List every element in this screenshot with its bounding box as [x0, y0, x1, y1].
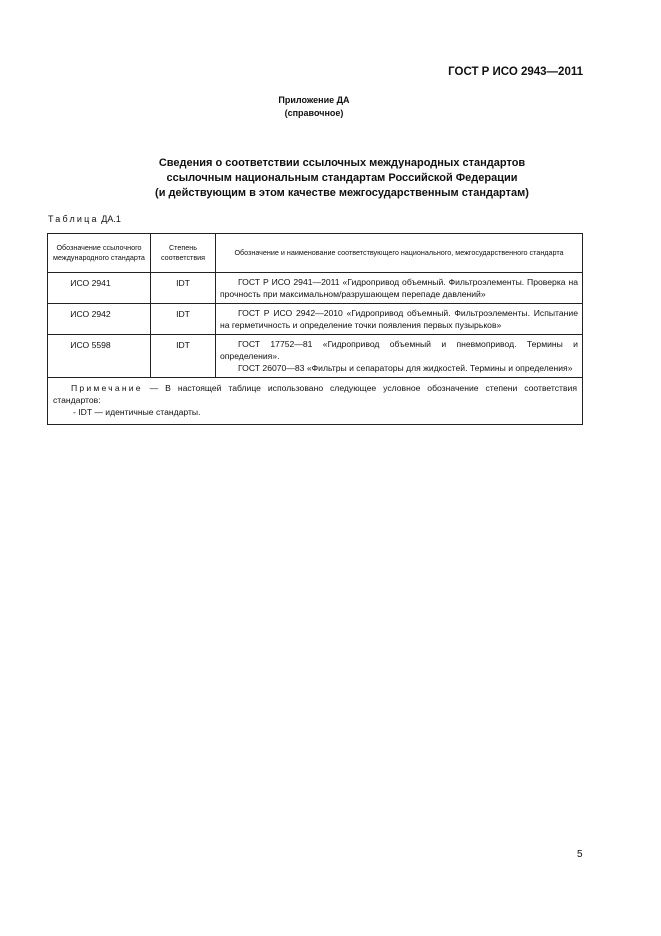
intl-standard-code: ИСО 2941	[48, 273, 151, 304]
national-standard-cell	[216, 304, 583, 335]
note-text: — В настоящей таблице использовано следующее условное обозначение степени соответствия стандартов:	[53, 383, 578, 405]
header-intl-standard: Обозначение ссылочного международного стандарта	[48, 234, 151, 273]
section-title-line-2: ссылочным национальным стандартам Российской Федерации	[166, 172, 518, 184]
table-row	[48, 273, 583, 304]
table-row	[48, 304, 583, 335]
section-title-line-3: (и действующим в этом качестве межгосударственным стандартам)	[155, 187, 529, 199]
header-national-standard: Обозначение и наименование соответствующего национального, межгосударственного стандарта	[216, 234, 583, 273]
section-title-line-1: Сведения о соответствии ссылочных международных стандартов	[158, 157, 526, 169]
national-standard-text: ГОСТ Р ИСО 2941—2011 «Гидропривод объемный. Фильтроэлементы. Проверка на прочность при максимальном/разрушающем перепаде давлений»	[220, 277, 578, 299]
table-caption	[48, 214, 121, 224]
national-standard-cell	[216, 335, 583, 378]
intl-standard-code: ИСО 2942	[48, 304, 151, 335]
table-row	[48, 335, 583, 378]
appendix-subtitle: (справочное)	[284, 108, 344, 118]
national-standard-text: ГОСТ 17752—81 «Гидропривод объемный и пневмопривод. Термины и определения».	[220, 339, 578, 361]
table-note-row	[48, 378, 583, 425]
national-standard-cell	[216, 273, 583, 304]
table-header-row	[48, 234, 583, 273]
reference-table	[47, 233, 583, 425]
document-code: ГОСТ Р ИСО 2943—2011	[448, 66, 583, 78]
table-note	[48, 378, 583, 425]
appendix-heading	[0, 94, 628, 120]
degree-value: IDT	[151, 304, 216, 335]
national-standard-text-2: ГОСТ 26070—83 «Фильтры и сепараторы для жидкостей. Термины и определения»	[238, 363, 573, 373]
section-title	[48, 156, 636, 201]
degree-value: IDT	[151, 335, 216, 378]
note-label: Примечание	[71, 383, 143, 393]
note-item: - IDT — идентичные стандарты.	[73, 407, 201, 417]
header-degree: Степень соответствия	[151, 234, 216, 273]
page-number: 5	[577, 849, 583, 860]
table-caption-word: Таблица	[48, 214, 99, 224]
national-standard-text: ГОСТ Р ИСО 2942—2010 «Гидропривод объемный. Фильтроэлементы. Испытание на герметичность и определение точки появления первых пузырьков»	[220, 308, 578, 330]
appendix-title: Приложение ДА	[278, 95, 350, 105]
table-caption-number: ДА.1	[101, 214, 121, 224]
degree-value: IDT	[151, 273, 216, 304]
note-paragraph	[53, 382, 577, 406]
intl-standard-code: ИСО 5598	[48, 335, 151, 378]
